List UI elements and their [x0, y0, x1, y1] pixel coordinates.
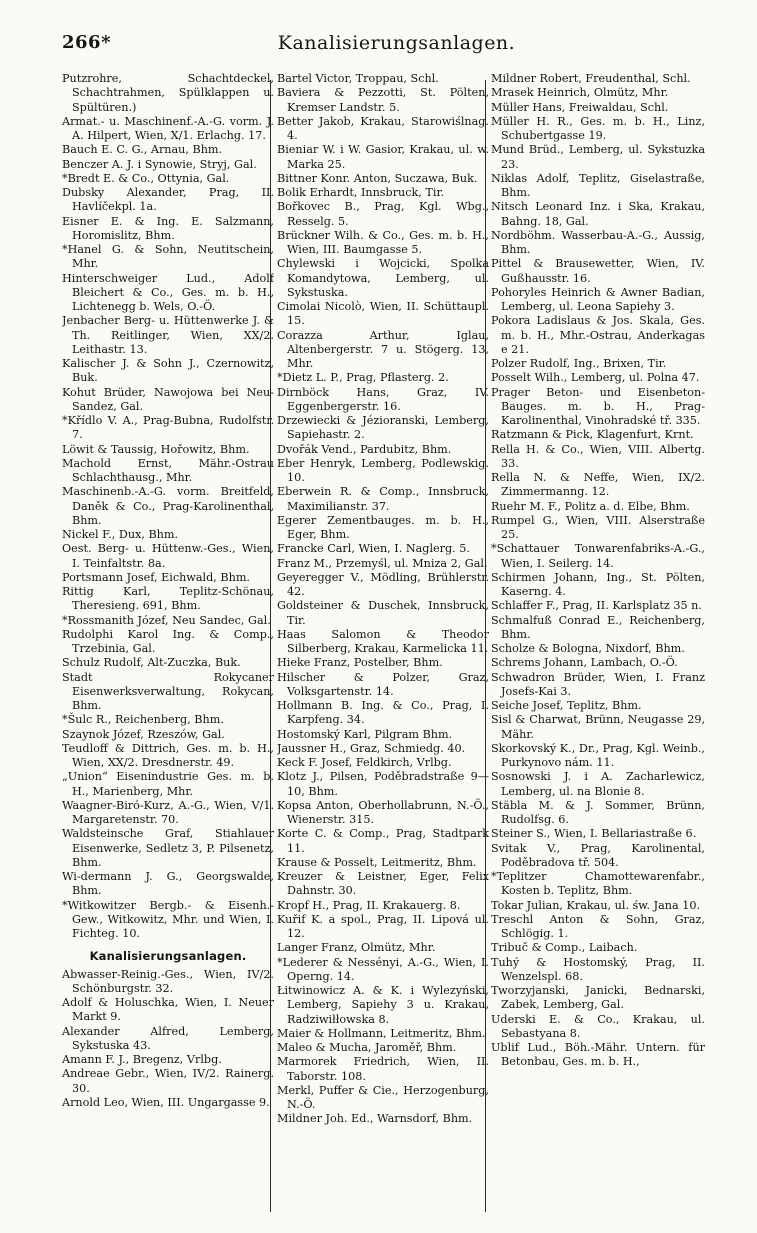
directory-entry: Langer Franz, Olmütz, Mhr.	[277, 941, 436, 955]
directory-entry: Machold Ernst, Mähr.-Ostrau Schlachthausg., Mhr.	[62, 456, 274, 484]
directory-entry: Maleo & Mucha, Jaroměř, Bhm.	[277, 1041, 457, 1054]
directory-entry: Müller Hans, Freiwaldau, Schl.	[491, 100, 669, 114]
directory-entry: Francke Carl, Wien, I. Naglerg. 5.	[277, 542, 470, 556]
directory-entry: Bořkovec B., Prag, Kgl. Wbg., Resselg. 5.	[277, 200, 489, 228]
directory-entry: Rittig Karl, Teplitz-Schönau, Theresieng. 691, Bhm.	[62, 585, 274, 613]
directory-entry: Łitwinowicz A. & K. i Wylezyński, Lemberg, Sapiehy 3 u. Krakau, Radziwiłłowska 8.	[277, 984, 489, 1026]
directory-entry: Ratzmann & Pick, Klagenfurt, Krnt.	[491, 428, 694, 442]
directory-entry: Eberwein R. & Comp., Innsbruck, Maximilianstr. 37.	[277, 485, 489, 513]
column-3	[491, 72, 705, 1212]
column-1	[62, 72, 274, 1212]
directory-entry: Pokora Ladislaus & Jos. Skala, Ges. m. b. H., Mhr.-Ostrau, Anderkagas e 21.	[491, 314, 705, 356]
directory-entry: Eber Henryk, Lemberg, Podlewskig. 10.	[277, 456, 489, 484]
directory-entry: Hilscher & Polzer, Graz, Volksgartenstr. 14.	[277, 670, 489, 698]
directory-entry: Szaynok Józef, Rzeszów, Gal.	[62, 727, 225, 741]
directory-entry: Stäbla M. & J. Sommer, Brünn, Rudolfsg. 6.	[491, 798, 705, 826]
running-title: Kanalisierungsanlagen.	[277, 32, 516, 54]
directory-entry: Treschl Anton & Sohn, Graz, Schlögig. 1.	[491, 912, 705, 940]
directory-entry: Sisl & Charwat, Brünn, Neugasse 29, Mähr.	[491, 713, 705, 741]
directory-entry: Pohoryles Heinrich & Awner Badian, Lemberg, ul. Leona Sapiehy 3.	[491, 285, 705, 313]
directory-entry: Bittner Konr. Anton, Suczawa, Buk.	[277, 171, 478, 185]
directory-entry: Rumpel G., Wien, VIII. Alserstraße 25.	[491, 513, 705, 541]
directory-entry: Kopsa Anton, Oberhollabrunn, N.-Ö., Wienerstr. 315.	[277, 798, 489, 826]
directory-entry: Hostomský Karl, Pilgram Bhm.	[277, 727, 453, 741]
directory-entry: *Šulc R., Reichenberg, Bhm.	[62, 713, 224, 727]
directory-entry: *Křídlo V. A., Prag-Bubna, Rudolfstr. 7.	[62, 414, 274, 442]
directory-entry: Arnold Leo, Wien, III. Ungargasse 9.	[62, 1095, 270, 1109]
section-heading: Kanalisierungsanlagen.	[89, 949, 247, 964]
directory-entry: Haas Salomon & Theodor Silberberg, Krakau, Karmelicka 11.	[277, 627, 489, 655]
directory-entry: Nickel F., Dux, Bhm.	[62, 528, 179, 541]
directory-entry: Scholze & Bologna, Nixdorf, Bhm.	[491, 642, 685, 655]
directory-entry: Mund Brüd., Lemberg, ul. Sykstuzka 23.	[491, 143, 705, 171]
directory-entry: Better Jakob, Krakau, Starowiślnag. 4.	[277, 114, 489, 142]
directory-entry: *Lederer & Nessényi, A.-G., Wien, I. Operng. 14.	[277, 955, 489, 983]
directory-entry: Kuřif K. a spol., Prag, II. Lipová ul. 12.	[277, 912, 489, 940]
directory-entry: Abwasser-Reinig.-Ges., Wien, IV/2. Schönburgstr. 32.	[62, 967, 274, 995]
directory-entry: Dvořák Vend., Pardubitz, Bhm.	[277, 442, 452, 456]
directory-entry: Oest. Berg- u. Hüttenw.-Ges., Wien, I. Teinfaltstr. 8a.	[62, 542, 274, 570]
directory-entry: Müller H. R., Ges. m. b. H., Linz, Schubertgasse 19.	[491, 114, 705, 142]
directory-entry: Bartel Victor, Troppau, Schl.	[277, 72, 439, 85]
directory-entry: *Witkowitzer Bergb.- & Eisenh.-Gew., Witkowitz, Mhr. und Wien, I. Fichteg. 10.	[62, 898, 274, 940]
directory-entry: Benczer A. J. i Synowie, Stryj, Gal.	[62, 157, 257, 171]
directory-entry: *Hanel G. & Sohn, Neutitschein, Mhr.	[62, 243, 274, 271]
directory-entry: Portsmann Josef, Eichwald, Bhm.	[62, 570, 250, 584]
directory-entry: Rella N. & Neffe, Wien, IX/2. Zimmermanng. 12.	[491, 471, 705, 499]
directory-entry: Svitak V., Prag, Karolinental, Poděbradova tř. 504.	[491, 841, 705, 869]
directory-entry: *Bredt E. & Co., Ottynia, Gal.	[62, 171, 230, 185]
directory-entry: Andreae Gebr., Wien, IV/2. Rainerg. 30.	[62, 1067, 274, 1095]
directory-entry: *Schattauer Tonwarenfabriks-A.-G., Wien, I. Seilerg. 14.	[491, 542, 705, 570]
directory-entry: Mrasek Heinrich, Olmütz, Mhr.	[491, 86, 669, 100]
directory-entry: Armat.- u. Maschinenf.-A.-G. vorm. J. A. Hilpert, Wien, X/1. Erlachg. 17.	[62, 114, 274, 142]
directory-entry: Nordböhm. Wasserbau-A.-G., Aussig, Bhm.	[491, 228, 705, 256]
directory-entry: Schwadron Brüder, Wien, I. Franz Josefs-Kai 3.	[491, 670, 705, 698]
directory-entry: Ublif Lud., Böh.-Mähr. Untern. für Betonbau, Ges. m. b. H.,	[491, 1041, 705, 1069]
directory-entry: Dubsky Alexander, Prag, II. Havlíčekpl. 1a.	[62, 186, 274, 214]
directory-entry: Kreuzer & Leistner, Eger, Felix Dahnstr. 30.	[277, 870, 489, 898]
directory-entry: Prager Beton- und Eisenbeton-Bauges. m. b. H., Prag-Karolinenthal, Vinohradské tř. 335.	[491, 385, 705, 427]
directory-entry: Nitsch Leonard Inz. i Ska, Krakau, Bahng. 18, Gal.	[491, 200, 705, 228]
directory-entry: Tokar Julian, Krakau, ul. św. Jana 10.	[491, 898, 701, 912]
directory-entry: Teudloff & Dittrich, Ges. m. b. H., Wien, XX/2. Dresdnerstr. 49.	[62, 741, 274, 769]
directory-entry: Goldsteiner & Duschek, Innsbruck, Tir.	[277, 599, 489, 627]
directory-entry: Waldsteinsche Graf, Stiahlauer Eisenwerke, Sedletz 3, P. Pilsenetz, Bhm.	[62, 827, 274, 869]
directory-entry: Kohut Brüder, Nawojowa bei Neu-Sandez, Gal.	[62, 385, 274, 413]
directory-entry: Adolf & Holuschka, Wien, I. Neuer Markt 9.	[62, 996, 274, 1024]
directory-entry: Putzrohre, Schachtdeckel, Schachtrahmen, Spülklappen u. Spültüren.)	[62, 72, 274, 114]
directory-entry: Tribuč & Comp., Laibach.	[491, 941, 638, 955]
directory-entry: Bieniar W. i W. Gasior, Krakau, ul. w. Marka 25.	[277, 143, 489, 171]
directory-entry: Schirmen Johann, Ing., St. Pölten, Kaserng. 4.	[491, 570, 705, 598]
directory-entry: Dirnböck Hans, Graz, IV. Eggenbergerstr. 16.	[277, 385, 489, 413]
directory-entry: Eisner E. & Ing. E. Salzmann, Horomislitz, Bhm.	[62, 214, 274, 242]
directory-entry: Geyeregger V., Mödling, Brühlerstr. 42.	[277, 570, 489, 598]
directory-entry: Hieke Franz, Postelber, Bhm.	[277, 656, 443, 670]
directory-entry: Sosnowski J. i A. Zacharlewicz, Lemberg, ul. na Blonie 8.	[491, 770, 705, 798]
directory-entry: Jenbacher Berg- u. Hüttenwerke J. & Th. Reitlinger, Wien, XX/2. Leithastr. 13.	[62, 314, 274, 356]
directory-entry: Stadt Rokycaner Eisenwerksverwaltung, Rokycan, Bhm.	[62, 670, 274, 712]
directory-entry: Marmorek Friedrich, Wien, II. Taborstr. 108.	[277, 1055, 489, 1083]
page-number: 266*	[62, 32, 111, 53]
directory-entry: *Dietz L. P., Prag, Pflasterg. 2.	[277, 371, 449, 385]
directory-entry: Korte C. & Comp., Prag, Stadtpark 11.	[277, 827, 489, 855]
directory-entry: Maschinenb.-A.-G. vorm. Breitfeld, Daněk & Co., Prag-Karolinenthal, Bhm.	[62, 485, 274, 527]
directory-entry: Mildner Joh. Ed., Warnsdorf, Bhm.	[277, 1112, 473, 1126]
directory-entry: Brückner Wilh. & Co., Ges. m. b. H., Wien, III. Baumgasse 5.	[277, 228, 489, 256]
directory-entry: Rella H. & Co., Wien, VIII. Albertg. 33.	[491, 442, 705, 470]
directory-entry: Kropf H., Prag, II. Krakauerg. 8.	[277, 898, 461, 912]
directory-entry: Cimolai Nicolò, Wien, II. Schüttaupl. 15.	[277, 300, 489, 328]
directory-entry: Drzewiecki & Jézioranski, Lemberg, Sapiehastr. 2.	[277, 414, 489, 442]
directory-entry: Krause & Posselt, Leitmeritz, Bhm.	[277, 855, 477, 869]
directory-entry: Kalischer J. & Sohn J., Czernowitz, Buk.	[62, 357, 274, 385]
directory-entry: Corazza Arthur, Iglau, Altenbergerstr. 7 u. Stögerg. 13, Mhr.	[277, 328, 489, 370]
directory-entry: Franz M., Przemyśl, ul. Mniza 2, Gal.	[277, 556, 488, 570]
directory-entry: Hinterschweiger Lud., Adolf Bleichert & Co., Ges. m. b. H., Lichtenegg b. Wels, O.-Ö.	[62, 271, 274, 313]
directory-entry: Klotz J., Pilsen, Poděbradstraße 9—10, Bhm.	[277, 770, 489, 798]
directory-entry: Löwit & Taussig, Hořowitz, Bhm.	[62, 442, 250, 456]
directory-entry: Seiche Josef, Teplitz, Bhm.	[491, 699, 642, 712]
directory-entry: Amann F. J., Bregenz, Vrlbg.	[62, 1053, 222, 1066]
directory-entry: Skorkovský K., Dr., Prag, Kgl. Weinb., Purkynovo nám. 11.	[491, 741, 705, 769]
page-header	[62, 28, 731, 60]
directory-entry: Alexander Alfred, Lemberg, Sykstuska 43.	[62, 1024, 274, 1052]
directory-entry: Jaussner H., Graz, Schmiedg. 40.	[277, 741, 466, 755]
directory-entry: Ruehr M. F., Politz a. d. Elbe, Bhm.	[491, 499, 690, 513]
directory-entry: *Teplitzer Chamottewarenfabr., Kosten b. Teplitz, Bhm.	[491, 870, 705, 898]
directory-entry: Tworzyjanski, Janicki, Bednarski, Zabek, Lemberg, Gal.	[491, 984, 705, 1012]
directory-entry: Schlaffer F., Prag, II. Karlsplatz 35 n.	[491, 599, 702, 613]
directory-entry: Merkl, Puffer & Cie., Herzogenburg, N.-Ö.	[277, 1083, 489, 1111]
directory-entry: Pittel & Brausewetter, Wien, IV. Gußhausstr. 16.	[491, 257, 705, 285]
directory-entry: Mildner Robert, Freudenthal, Schl.	[491, 72, 691, 85]
directory-entry: „Union“ Eisenindustrie Ges. m. b. H., Marienberg, Mhr.	[62, 770, 274, 798]
directory-entry: Schulz Rudolf, Alt-Zuczka, Buk.	[62, 656, 241, 670]
directory-entry: Bolik Erhardt, Innsbruck, Tir.	[277, 186, 445, 199]
directory-entry: Posselt Wilh., Lemberg, ul. Polna 47.	[491, 371, 700, 385]
directory-entry: Schrems Johann, Lambach, O.-Ö.	[491, 656, 678, 670]
directory-entry: Maier & Hollmann, Leitmeritz, Bhm.	[277, 1026, 486, 1040]
directory-entry: Bauch E. C. G., Arnau, Bhm.	[62, 143, 223, 157]
directory-entry: Rudolphi Karol Ing. & Comp., Trzebinia, Gal.	[62, 627, 274, 655]
directory-entry: Keck F. Josef, Feldkirch, Vrlbg.	[277, 756, 452, 769]
directory-entry: Baviera & Pezzotti, St. Pölten, Kremser Landstr. 5.	[277, 86, 489, 114]
directory-entry: Schmalfuß Conrad E., Reichenberg, Bhm.	[491, 613, 705, 641]
directory-entry: Steiner S., Wien, I. Bellariastraße 6.	[491, 827, 697, 841]
directory-entry: *Rossmanith Józef, Neu Sandec, Gal.	[62, 613, 271, 627]
directory-entry: Egerer Zementbauges. m. b. H., Eger, Bhm.	[277, 513, 489, 541]
directory-entry: Wi-dermann J. G., Georgswalde, Bhm.	[62, 870, 274, 898]
directory-entry: Tuhý & Hostomský, Prag, II. Wenzelspl. 68.	[491, 955, 705, 983]
directory-entry: Waagner-Biró-Kurz, A.-G., Wien, V/1. Margaretenstr. 70.	[62, 798, 274, 826]
directory-entry: Polzer Rudolf, Ing., Brixen, Tir.	[491, 357, 667, 370]
directory-entry: Hollmann B. Ing. & Co., Prag, I. Karpfeng. 34.	[277, 699, 489, 727]
directory-entry: Chylewski i Wojcicki, Spolka Komandytowa, Lemberg, ul. Sykstuska.	[277, 257, 489, 299]
directory-entry: Uderski E. & Co., Krakau, ul. Sebastyana 8.	[491, 1012, 705, 1040]
column-2	[277, 72, 489, 1212]
directory-columns	[62, 72, 734, 1212]
directory-entry: Niklas Adolf, Teplitz, Giselastraße, Bhm.	[491, 171, 705, 199]
